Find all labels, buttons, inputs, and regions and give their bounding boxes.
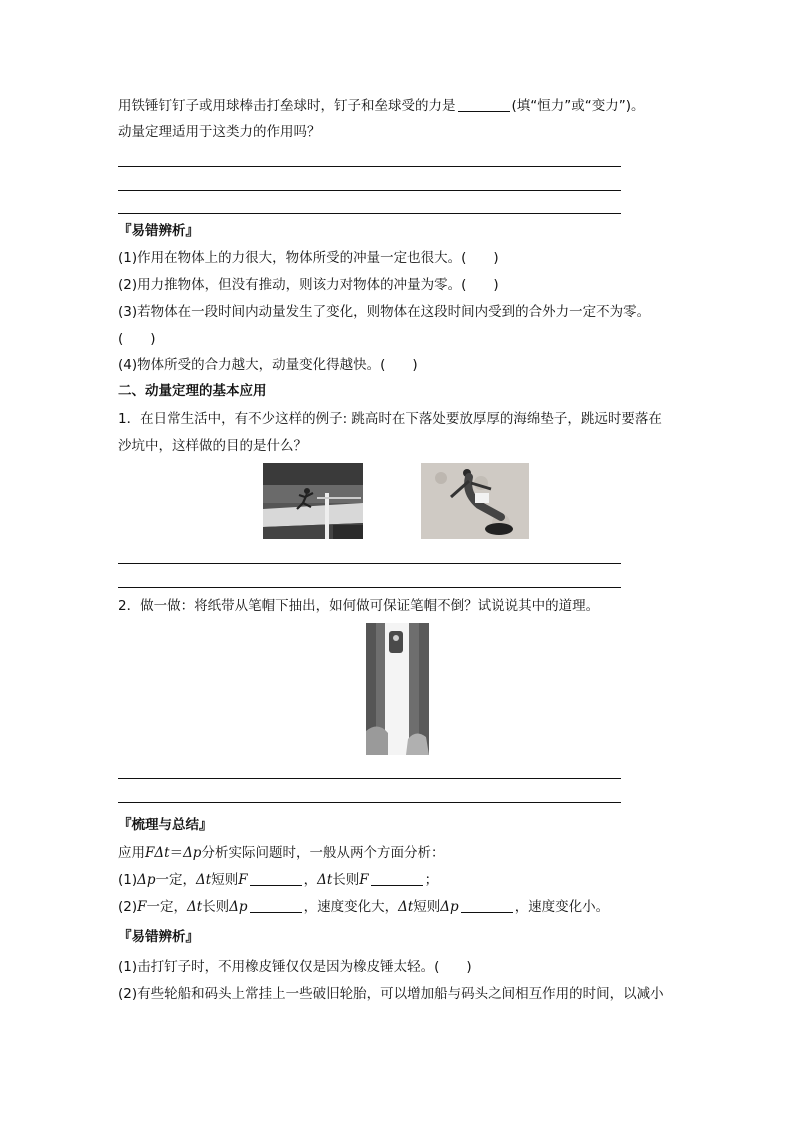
question-1-line-1: 1．在日常生活中，有不少这样的例子: 跳高时在下落处要放厚厚的海绵垫子，跳远时要落在 [118,411,662,427]
symbol-dp: Δp [440,899,459,915]
answer-line[interactable] [118,166,621,167]
text: ，速度变化小。 [514,899,610,915]
summary-heading: 『梳理与总结』 [118,817,213,833]
answer-blank[interactable] [461,899,513,913]
symbol-dt: Δt [317,872,333,888]
answer-line[interactable] [118,587,621,588]
question-text: 用铁锤钉钉子或用球棒击打垒球时，钉子和垒球受的力是 [118,98,456,114]
answer-line[interactable] [118,778,621,779]
question-2: 2．做一做：将纸带从笔帽下抽出，如何做可保证笔帽不倒？试说说其中的道理。 [118,598,600,614]
text: (2) [118,899,138,915]
answer-line[interactable] [118,802,621,803]
statement-item: (3)若物体在一段时间内动量发生了变化，则物体在这段时间内受到的合外力一定不为零。 [118,304,651,320]
text: 应用 [118,845,145,861]
symbol-dp: Δp [229,899,248,915]
question-line-1 [118,97,645,115]
text: ； [424,872,439,888]
symbol-F: F [359,872,369,888]
statement-item: (2)用力推物体，但没有推动，则该力对物体的冲量为零。( ) [118,277,499,293]
section-heading-errors: 『易错辨析』 [118,223,199,239]
section-heading-errors-2: 『易错辨析』 [118,929,199,945]
answer-line[interactable] [118,563,621,564]
question-text-suffix: (填“恒力”或“变力”)。 [511,98,645,114]
symbol-dt: Δt [196,872,212,888]
statement-item: (2)有些轮船和码头上常挂上一些破旧轮胎，可以增加船与码头之间相互作用的时间，以减小 [118,986,664,1002]
symbol-F: F [145,845,155,861]
summary-line-2 [118,898,609,916]
long-jump-image [421,463,529,539]
symbol-dt: Δt [187,899,203,915]
text: 分析实际问题时，一般从两个方面分析： [201,845,445,861]
symbol-dt: Δt [154,845,170,861]
summary-line-1 [118,871,438,889]
symbol-F: F [137,899,147,915]
text: (1) [118,872,138,888]
statement-item: (4)物体所受的合力越大，动量变化得越快。( ) [118,357,418,373]
answer-line[interactable] [118,190,621,191]
text: 短则 [211,872,239,888]
question-line-2: 动量定理适用于这类力的作用吗？ [118,124,321,140]
question-1-line-2: 沙坑中，这样做的目的是什么？ [118,438,307,454]
long-jump-photo [421,463,529,539]
answer-blank[interactable] [371,872,423,886]
text: ， [303,872,318,888]
pen-cap-photo [366,623,429,755]
text: 一定， [155,872,197,888]
symbol-F: F [238,872,248,888]
answer-blank[interactable] [458,98,510,112]
answer-blank[interactable] [250,899,302,913]
pen-cap-image [366,623,429,755]
symbol-dp: Δp [137,872,156,888]
text: ，速度变化大， [303,899,399,915]
text: 长则 [332,872,360,888]
symbol-dp: Δp [183,845,202,861]
answer-blank[interactable] [250,872,302,886]
symbol-eq: ＝ [169,845,184,861]
statement-item: (1)击打钉子时，不用橡皮锤仅仅是因为橡皮锤太轻。( ) [118,959,472,975]
statement-item: ( ) [118,331,156,347]
text: 短则 [413,899,441,915]
text: 长则 [202,899,230,915]
part-title: 二、动量定理的基本应用 [118,383,267,399]
text: 一定， [146,899,187,915]
symbol-dt: Δt [398,899,414,915]
summary-intro [118,844,444,862]
answer-line[interactable] [118,213,621,214]
statement-item: (1)作用在物体上的力很大，物体所受的冲量一定也很大。( ) [118,250,499,266]
high-jump-image [263,463,363,539]
high-jump-photo [263,463,363,539]
